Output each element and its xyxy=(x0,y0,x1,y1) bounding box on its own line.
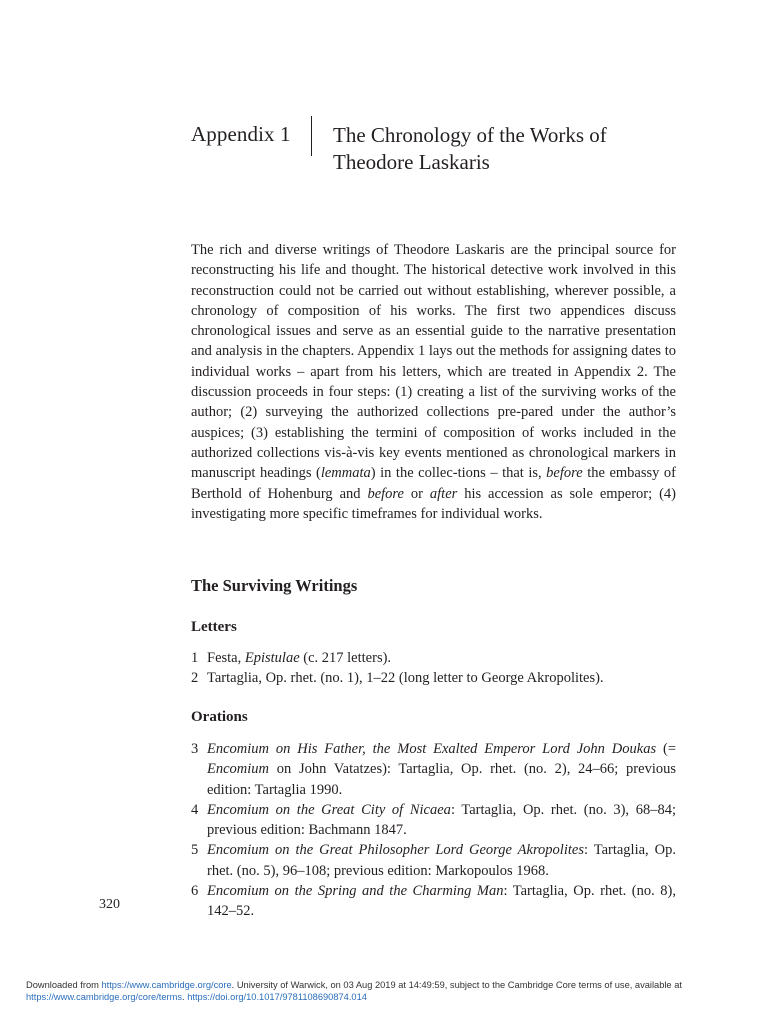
item-number: 4 xyxy=(191,801,199,818)
item-italic: Encomium xyxy=(207,761,270,778)
intro-italic-lemmata: lemmata xyxy=(320,465,371,482)
list-item xyxy=(191,739,676,800)
intro-text-2: ) in the collec-tions – that is, xyxy=(370,465,547,482)
item-text: (c. 217 letters). xyxy=(299,650,392,666)
letters-list xyxy=(191,648,676,689)
subsection-heading-orations: Orations xyxy=(191,709,248,725)
footer-link-core[interactable]: https://www.cambridge.org/core xyxy=(101,980,232,990)
appendix-label: Appendix 1 xyxy=(191,122,291,146)
intro-text-1: The rich and diverse writings of Theodore Laskaris are the principal source for reconstructing his life and thought. The historical detective work involved in this reconstruction could not be carried out without establishing, wherever possible, a chronology of composition of his works. The first two appendices discuss chronological issues and serve as an essential guide to the narrative presentation and analysis in the chapters. Appendix 1 lays out the methods for assigning dates to individual works – apart from his letters, which are treated in Appendix 2. The discussion proceeds in four steps: (1) creating a list of the surviving works of the author; (2) surveying the authorized collections pre-pared under the author’s auspices; (3) establishing the termini of composition of works included in the authorized collections vis-à-vis key events mentioned as chronological markers in manuscript headings ( xyxy=(191,242,676,482)
item-number: 2 xyxy=(191,670,199,687)
item-italic: Encomium on His Father, the Most Exalted Emperor Lord John Doukas xyxy=(207,741,657,757)
list-item xyxy=(191,840,676,881)
item-text: Tartaglia, Op. rhet. (no. 1), 1–22 (long letter to George Akropolites). xyxy=(207,670,604,687)
page-number: 320 xyxy=(99,897,120,912)
list-item xyxy=(191,648,676,668)
item-text: : Tartaglia, Op. rhet. (no. 5), 96–108; previous edition: Markopoulos 1968. xyxy=(207,842,676,879)
item-italic: Epistulae xyxy=(244,650,300,666)
list-item xyxy=(191,668,676,688)
item-italic: Encomium on the Great Philosopher Lord George Akropolites xyxy=(207,842,584,859)
chapter-heading xyxy=(191,112,691,182)
intro-italic-before-2: before xyxy=(367,485,404,502)
item-number: 3 xyxy=(191,741,199,757)
item-text: : Tartaglia, Op. rhet. (no. 8), 142–52. xyxy=(207,883,676,920)
intro-italic-after: after xyxy=(429,485,458,502)
subsection-heading-letters: Letters xyxy=(191,619,237,635)
footer-separator: . xyxy=(182,992,188,1002)
title-line-2: Theodore Laskaris xyxy=(333,150,490,174)
appendix-title xyxy=(333,122,673,176)
item-number: 6 xyxy=(191,883,199,900)
intro-text-5: his accession as sole emperor; (4) investigating more specific timeframes for individual works. xyxy=(191,485,676,522)
footer-link-terms[interactable]: https://www.cambridge.org/core/terms xyxy=(26,992,183,1002)
footer-prefix: Downloaded from xyxy=(26,980,102,990)
download-footer xyxy=(26,979,746,1003)
item-number: 1 xyxy=(191,650,199,666)
item-text: on John Vatatzes): Tartaglia, Op. rhet. (no. 2), 24–66; previous edition: Tartaglia 1990. xyxy=(207,761,676,798)
footer-link-doi[interactable]: https://doi.org/10.1017/9781108690874.014 xyxy=(187,992,367,1002)
section-heading-surviving-writings: The Surviving Writings xyxy=(191,576,358,595)
item-italic: Encomium on the Spring and the Charming Man xyxy=(207,883,504,900)
intro-text-4: or xyxy=(403,485,430,502)
heading-divider xyxy=(311,116,312,156)
item-number: 5 xyxy=(191,842,199,859)
item-text: (= xyxy=(656,741,676,757)
item-italic: Encomium on the Great City of Nicaea xyxy=(207,801,451,818)
intro-text-3: the embassy of Berthold of Hohenburg and xyxy=(191,465,676,502)
list-item xyxy=(191,800,676,841)
intro-italic-before-1: before xyxy=(546,465,583,482)
orations-list xyxy=(191,739,676,922)
title-line-1: The Chronology of the Works of xyxy=(333,123,607,147)
footer-middle: . University of Warwick, on 03 Aug 2019 at 14:49:59, subject to the Cambridge Core terms of use, available at xyxy=(231,980,682,990)
item-text: : Tartaglia, Op. rhet. (no. 3), 68–84; previous edition: Bachmann 1847. xyxy=(207,801,676,839)
intro-paragraph xyxy=(191,240,676,524)
list-item xyxy=(191,881,676,922)
item-text: Festa, xyxy=(207,650,245,666)
